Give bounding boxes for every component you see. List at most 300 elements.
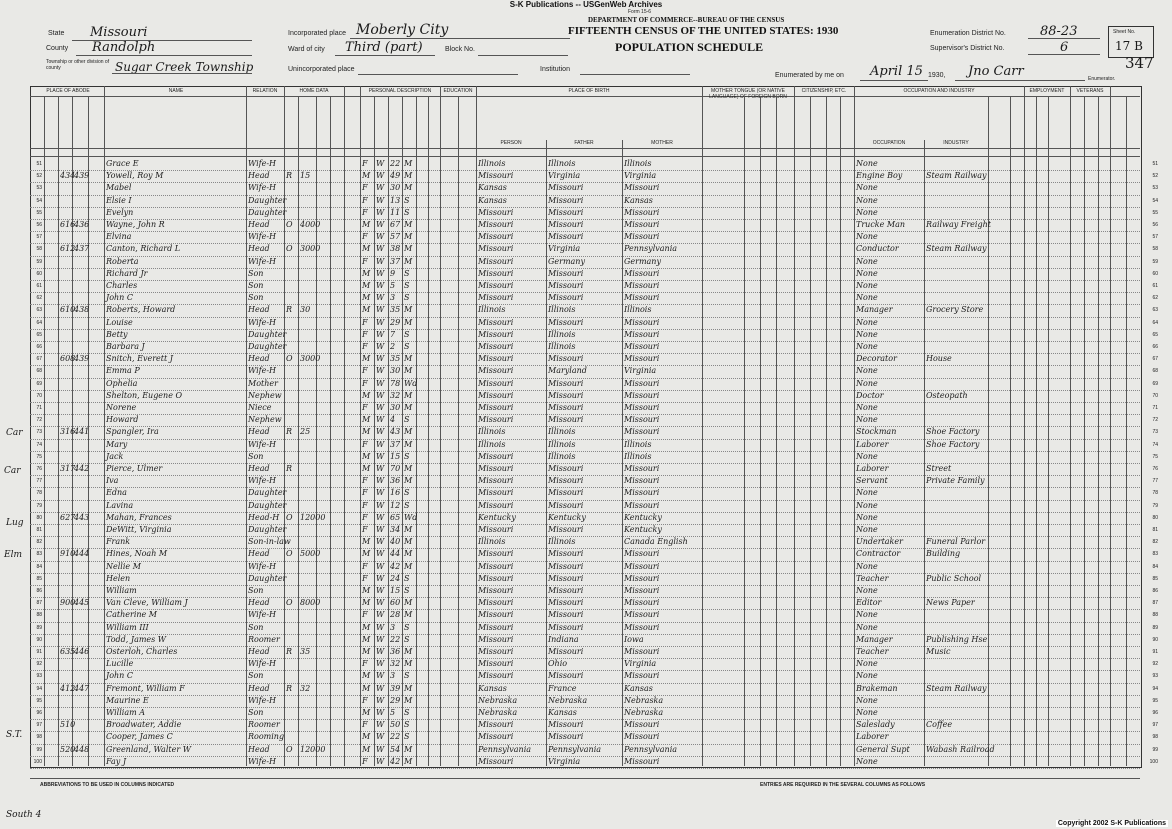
citizenship-header: CITIZENSHIP, ETC. xyxy=(801,88,847,94)
cell-rel: Head xyxy=(248,647,270,656)
cell-race: W xyxy=(376,244,385,254)
cell-mbp: Missouri xyxy=(624,329,660,339)
line-number-right: 74 xyxy=(1152,441,1158,448)
cell-age: 40 xyxy=(390,537,401,547)
line-number-right: 71 xyxy=(1152,405,1158,411)
cell-bp: Missouri xyxy=(478,354,514,364)
cell-sex: M xyxy=(362,220,371,229)
line-number-right: 97 xyxy=(1152,722,1158,729)
cell-bp: Missouri xyxy=(478,476,514,486)
cell-mar: M xyxy=(404,171,413,181)
cell-mar: Wd xyxy=(404,512,418,522)
cell-mar: M xyxy=(404,610,413,620)
cell-rel: Daughter xyxy=(248,342,287,351)
line-number: 86 xyxy=(36,588,42,594)
cell-fam: 447 xyxy=(74,683,90,693)
cell-age: 44 xyxy=(390,549,401,559)
cell-race: W xyxy=(376,732,385,742)
cell-bp: Missouri xyxy=(478,561,514,571)
cell-occ: None xyxy=(856,293,878,303)
cell-fbp: Missouri xyxy=(548,622,584,632)
cell-mar: S xyxy=(404,671,410,681)
cell-bp: Missouri xyxy=(478,549,514,559)
cell-bp: Missouri xyxy=(478,171,514,181)
line-number: 68 xyxy=(36,368,42,375)
cell-mar: M xyxy=(404,537,413,547)
cell-mbp: Illinois xyxy=(624,439,652,449)
cell-mar: M xyxy=(404,464,413,473)
line-number: 65 xyxy=(36,331,42,338)
cell-mbp: Missouri xyxy=(624,354,660,364)
cell-name: Richard Jr xyxy=(106,268,148,278)
cell-ind: Coffee xyxy=(926,720,953,730)
cell-age: 42 xyxy=(390,756,401,766)
cell-mbp: Missouri xyxy=(624,183,660,193)
cell-mbp: Missouri xyxy=(624,561,660,571)
cell-bp: Missouri xyxy=(478,464,514,473)
cell-sex: M xyxy=(362,586,371,595)
line-number-right: 76 xyxy=(1152,466,1158,472)
cell-occ: None xyxy=(856,159,878,168)
cell-dw: 316 xyxy=(60,427,76,437)
cell-age: 29 xyxy=(390,317,401,327)
cell-age: 3 xyxy=(390,671,396,681)
cell-rel: Wife-H xyxy=(248,610,277,620)
cell-sex: F xyxy=(362,159,368,168)
cell-name: Jack xyxy=(106,451,124,461)
cell-fbp: Indiana xyxy=(548,634,579,644)
cell-mar: S xyxy=(404,573,410,583)
cell-sex: M xyxy=(362,622,371,632)
cell-age: 32 xyxy=(390,390,401,400)
cell-race: W xyxy=(376,305,385,315)
cell-rel: Wife-H xyxy=(248,159,277,168)
cell-fbp: Germany xyxy=(548,256,585,266)
cell-rel: Nephew xyxy=(248,390,282,400)
cell-mbp: Nebraska xyxy=(624,708,664,717)
cell-age: 16 xyxy=(390,488,401,498)
cell-age: 30 xyxy=(390,403,401,412)
cell-fbp: Virginia xyxy=(548,756,581,766)
cell-bp: Missouri xyxy=(478,293,514,303)
line-number-right: 90 xyxy=(1152,636,1158,643)
cell-mbp: Missouri xyxy=(624,476,660,486)
cell-occ: Brakeman xyxy=(856,683,898,693)
enumerated-year: 1930, xyxy=(928,72,946,79)
cell-fbp: Missouri xyxy=(548,586,584,595)
cell-mar: S xyxy=(404,720,410,730)
line-number: 78 xyxy=(36,490,42,497)
cell-rel: Wife-H xyxy=(248,256,277,266)
cell-occ: Saleslady xyxy=(856,720,895,730)
cell-name: John C xyxy=(106,293,133,303)
cell-mbp: Missouri xyxy=(624,390,660,400)
line-number: 81 xyxy=(36,527,42,533)
cell-mar: M xyxy=(404,744,413,754)
cell-occ: Laborer xyxy=(856,464,889,473)
birth-header: PLACE OF BIRTH xyxy=(568,88,610,94)
cell-sex: F xyxy=(362,378,368,388)
cell-age: 5 xyxy=(390,281,396,290)
cell-fbp: Illinois xyxy=(548,451,576,461)
line-number: 94 xyxy=(36,685,42,692)
cell-bp: Missouri xyxy=(478,232,514,242)
cell-fbp: Ohio xyxy=(548,659,568,669)
cell-rel: Head xyxy=(248,244,270,254)
cell-occ: Trucke Man xyxy=(856,220,906,229)
cell-rel: Wife-H xyxy=(248,695,277,705)
cell-bp: Missouri xyxy=(478,390,514,400)
cell-sex: F xyxy=(362,500,368,510)
cell-sex: M xyxy=(362,598,371,608)
cell-occ: Manager xyxy=(856,305,893,315)
cell-bp: Missouri xyxy=(478,451,514,461)
line-number: 74 xyxy=(36,441,42,448)
cell-fam: 446 xyxy=(74,647,90,656)
cell-mar: S xyxy=(404,329,410,339)
cell-occ: None xyxy=(856,195,878,205)
cell-own: R xyxy=(286,305,293,315)
cell-fbp: Missouri xyxy=(548,488,584,498)
cell-ind: Shoe Factory xyxy=(926,427,980,437)
line-number: 85 xyxy=(36,575,42,582)
cell-sex: M xyxy=(362,268,371,278)
cell-race: W xyxy=(376,207,385,217)
cell-mbp: Missouri xyxy=(624,293,660,303)
cell-sex: M xyxy=(362,390,371,400)
cell-bp: Missouri xyxy=(478,329,514,339)
cell-fbp: Missouri xyxy=(548,671,584,681)
cell-mbp: Missouri xyxy=(624,281,660,290)
line-number-right: 99 xyxy=(1152,746,1158,753)
line-number: 96 xyxy=(36,710,42,716)
abode-header: PLACE OF ABODE xyxy=(46,88,90,94)
cell-occ: None xyxy=(856,561,878,571)
cell-rel: Son xyxy=(248,708,264,717)
cell-val: 25 xyxy=(300,427,311,437)
line-number: 69 xyxy=(36,380,42,387)
cell-name: Snitch, Everett J xyxy=(106,354,173,364)
cell-name: Elvina xyxy=(106,232,132,242)
cell-bp: Missouri xyxy=(478,647,514,656)
cell-mbp: Germany xyxy=(624,256,661,266)
line-number-right: 53 xyxy=(1152,185,1158,192)
cell-bp: Missouri xyxy=(478,220,514,229)
enumerator-signature: Jno Carr xyxy=(968,64,1024,79)
cell-occ: Laborer xyxy=(856,732,889,742)
cell-race: W xyxy=(376,634,385,644)
relation-header: RELATION xyxy=(252,88,278,94)
cell-name: William xyxy=(106,586,137,595)
cell-rel: Son xyxy=(248,268,264,278)
cell-race: W xyxy=(376,390,385,400)
cell-race: W xyxy=(376,537,385,547)
line-number: 73 xyxy=(36,429,42,436)
cell-occ: None xyxy=(856,232,878,242)
cell-mbp: Missouri xyxy=(624,268,660,278)
cell-bp: Missouri xyxy=(478,488,514,498)
cell-bp: Missouri xyxy=(478,281,514,290)
cell-fbp: Missouri xyxy=(548,354,584,364)
cell-mbp: Missouri xyxy=(624,671,660,681)
cell-bp: Illinois xyxy=(478,305,506,315)
cell-race: W xyxy=(376,232,385,242)
cell-rel: Daughter xyxy=(248,195,287,205)
cell-mar: M xyxy=(404,659,413,669)
cell-own: R xyxy=(286,464,293,473)
line-number-right: 95 xyxy=(1152,697,1158,704)
cell-own: O xyxy=(286,549,293,559)
cell-mbp: Missouri xyxy=(624,549,660,559)
cell-ind: Railway Freight xyxy=(926,220,991,229)
line-number-right: 73 xyxy=(1152,429,1158,436)
line-number: 83 xyxy=(36,551,42,558)
cell-mar: M xyxy=(404,244,413,254)
cell-mbp: Kentucky xyxy=(624,525,662,534)
cell-name: Hines, Noah M xyxy=(106,549,168,559)
cell-val: 3000 xyxy=(300,354,321,364)
cell-dw: 520 xyxy=(60,744,76,754)
occupation-subheader: OCCUPATION xyxy=(872,140,906,146)
cell-name: Fremont, William F xyxy=(106,683,185,693)
cell-mar: M xyxy=(404,756,413,766)
cell-age: 12 xyxy=(390,500,401,510)
education-header: EDUCATION xyxy=(443,88,473,94)
line-number-right: 100 xyxy=(1149,758,1158,765)
cell-occ: Decorator xyxy=(856,354,897,364)
line-number: 100 xyxy=(33,758,42,765)
cell-rel: Wife-H xyxy=(248,232,277,242)
cell-rel: Son xyxy=(248,293,264,303)
cell-ind: Street xyxy=(926,464,952,473)
cell-rel: Son xyxy=(248,622,264,632)
cell-dw: 610 xyxy=(60,305,76,315)
enum-district-value: 88-23 xyxy=(1040,24,1078,39)
cell-occ: Stockman xyxy=(856,427,897,437)
cell-age: 35 xyxy=(390,354,401,364)
line-number-right: 57 xyxy=(1152,234,1158,241)
cell-bp: Missouri xyxy=(478,207,514,217)
cell-mar: M xyxy=(404,256,413,266)
cell-sex: M xyxy=(362,647,371,656)
cell-rel: Wife-H xyxy=(248,756,277,766)
cell-fbp: Missouri xyxy=(548,464,584,473)
cell-dw: 434 xyxy=(60,171,76,181)
line-number-right: 93 xyxy=(1152,673,1158,680)
cell-rel: Wife-H xyxy=(248,561,277,571)
cell-dw: 510 xyxy=(60,720,76,730)
cell-race: W xyxy=(376,573,385,583)
cell-race: W xyxy=(376,415,385,425)
cell-sex: F xyxy=(362,720,368,730)
cell-age: 49 xyxy=(390,171,401,181)
cell-sex: M xyxy=(362,744,371,754)
cell-ind: Funeral Parlor xyxy=(926,537,986,547)
cell-mar: S xyxy=(404,451,410,461)
cell-mbp: Missouri xyxy=(624,732,660,742)
cell-fbp: Pennsylvania xyxy=(548,744,602,754)
cell-rel: Roomer xyxy=(248,634,280,644)
cell-occ: None xyxy=(856,342,878,351)
cell-race: W xyxy=(376,403,385,412)
cell-name: Howard xyxy=(106,415,139,425)
cell-sex: F xyxy=(362,195,368,205)
line-number-right: 56 xyxy=(1152,222,1158,228)
line-number-right: 78 xyxy=(1152,490,1158,497)
cell-age: 43 xyxy=(390,427,401,437)
line-number: 57 xyxy=(36,234,42,241)
cell-mar: M xyxy=(404,317,413,327)
cell-dw: 608 xyxy=(60,354,76,364)
cell-bp: Missouri xyxy=(478,256,514,266)
occupation-header: OCCUPATION AND INDUSTRY xyxy=(903,88,975,94)
cell-mar: S xyxy=(404,207,410,217)
cell-name: Emma P xyxy=(106,366,140,376)
cell-ind: Osteopath xyxy=(926,390,968,400)
cell-age: 36 xyxy=(390,476,401,486)
cell-occ: Manager xyxy=(856,634,893,644)
cell-rel: Head xyxy=(248,220,270,229)
cell-age: 22 xyxy=(390,159,401,168)
cell-name: Canton, Richard L xyxy=(106,244,181,254)
line-number: 54 xyxy=(36,197,42,204)
cell-mar: M xyxy=(404,159,413,168)
cell-rel: Head-H xyxy=(248,512,280,522)
line-number: 75 xyxy=(36,453,42,460)
industry-subheader: INDUSTRY xyxy=(943,140,969,146)
cell-age: 54 xyxy=(390,744,401,754)
cell-val: 8000 xyxy=(300,598,321,608)
margin-note: South 4 xyxy=(6,810,42,820)
line-number: 87 xyxy=(36,600,42,607)
cell-rel: Daughter xyxy=(248,488,287,498)
cell-sex: F xyxy=(362,512,368,522)
cell-fam: 445 xyxy=(74,598,90,608)
cell-mar: S xyxy=(404,500,410,510)
cell-bp: Illinois xyxy=(478,439,506,449)
cell-race: W xyxy=(376,695,385,705)
cell-own: R xyxy=(286,171,293,181)
cell-sex: M xyxy=(362,634,371,644)
cell-bp: Kentucky xyxy=(478,512,516,522)
cell-age: 37 xyxy=(390,439,401,449)
cell-fbp: Illinois xyxy=(548,159,576,168)
cell-sex: M xyxy=(362,171,371,181)
cell-rel: Head xyxy=(248,744,270,754)
cell-rel: Daughter xyxy=(248,525,287,534)
cell-bp: Missouri xyxy=(478,573,514,583)
cell-race: W xyxy=(376,195,385,205)
cell-own: O xyxy=(286,244,293,254)
cell-age: 39 xyxy=(390,683,401,693)
cell-sex: M xyxy=(362,549,371,559)
cell-occ: Laborer xyxy=(856,439,889,449)
cell-rel: Son xyxy=(248,671,264,681)
cell-mar: M xyxy=(404,232,413,242)
schedule-title: POPULATION SCHEDULE xyxy=(615,40,764,54)
cell-mar: M xyxy=(404,366,413,376)
cell-rel: Head xyxy=(248,549,270,559)
margin-note: Car xyxy=(4,466,21,476)
cell-own: O xyxy=(286,220,293,229)
cell-occ: General Supt xyxy=(856,744,910,754)
cell-sex: M xyxy=(362,464,371,473)
cell-age: 13 xyxy=(390,195,401,205)
cell-mbp: Kentucky xyxy=(624,512,662,522)
cell-age: 67 xyxy=(390,220,401,229)
cell-occ: Servant xyxy=(856,476,888,486)
cell-fbp: Illinois xyxy=(548,342,576,351)
cell-fbp: Illinois xyxy=(548,537,576,547)
cell-name: Shelton, Eugene O xyxy=(106,390,183,400)
cell-mbp: Missouri xyxy=(624,220,660,229)
cell-mar: Wd xyxy=(404,378,418,388)
cell-mar: M xyxy=(404,476,413,486)
cell-sex: F xyxy=(362,342,368,351)
cell-name: Fay J xyxy=(106,756,127,766)
cell-age: 4 xyxy=(390,415,396,425)
cell-mbp: Missouri xyxy=(624,403,660,412)
line-number: 62 xyxy=(36,295,42,302)
cell-sex: F xyxy=(362,317,368,327)
entries-title: ENTRIES ARE REQUIRED IN THE SEVERAL COLUMNS AS FOLLOWS xyxy=(760,782,926,788)
cell-race: W xyxy=(376,317,385,327)
cell-age: 42 xyxy=(390,561,401,571)
cell-occ: None xyxy=(856,329,878,339)
cell-mbp: Missouri xyxy=(624,622,660,632)
cell-bp: Missouri xyxy=(478,244,514,254)
cell-name: Osterloh, Charles xyxy=(106,647,178,656)
cell-age: 2 xyxy=(390,342,396,351)
cell-mbp: Pennsylvania xyxy=(624,244,678,254)
cell-dw: 635 xyxy=(60,647,76,656)
cell-mar: S xyxy=(404,281,410,290)
cell-fbp: Illinois xyxy=(548,329,576,339)
cell-own: O xyxy=(286,744,293,754)
cell-rel: Son-in-law xyxy=(248,537,291,547)
cell-fbp: Missouri xyxy=(548,525,584,534)
cell-sex: F xyxy=(362,403,368,412)
cell-mar: M xyxy=(404,427,413,437)
sheet-label: Sheet No. xyxy=(1113,29,1136,35)
cell-race: W xyxy=(376,586,385,595)
line-number: 76 xyxy=(36,466,42,472)
cell-mbp: Missouri xyxy=(624,647,660,656)
cell-mbp: Missouri xyxy=(624,598,660,608)
cell-age: 5 xyxy=(390,708,396,717)
cell-name: Catherine M xyxy=(106,610,157,620)
cell-name: Helen xyxy=(106,573,131,583)
cell-sex: F xyxy=(362,476,368,486)
cell-fbp: Illinois xyxy=(548,439,576,449)
cell-race: W xyxy=(376,464,385,473)
cell-mar: M xyxy=(404,561,413,571)
cell-rel: Rooming xyxy=(248,732,285,742)
cell-name: Lavina xyxy=(106,500,134,510)
cell-bp: Kansas xyxy=(478,183,507,193)
cell-fbp: Illinois xyxy=(548,427,576,437)
cell-mar: S xyxy=(404,488,410,498)
line-number: 59 xyxy=(36,258,42,265)
cell-mar: S xyxy=(404,634,410,644)
cell-fbp: Missouri xyxy=(548,720,584,730)
line-number-right: 79 xyxy=(1152,502,1158,509)
incorporated-value: Moberly City xyxy=(356,22,449,38)
line-number: 91 xyxy=(36,649,42,655)
margin-note: Elm xyxy=(4,550,22,560)
cell-race: W xyxy=(376,647,385,656)
cell-sex: M xyxy=(362,427,371,437)
